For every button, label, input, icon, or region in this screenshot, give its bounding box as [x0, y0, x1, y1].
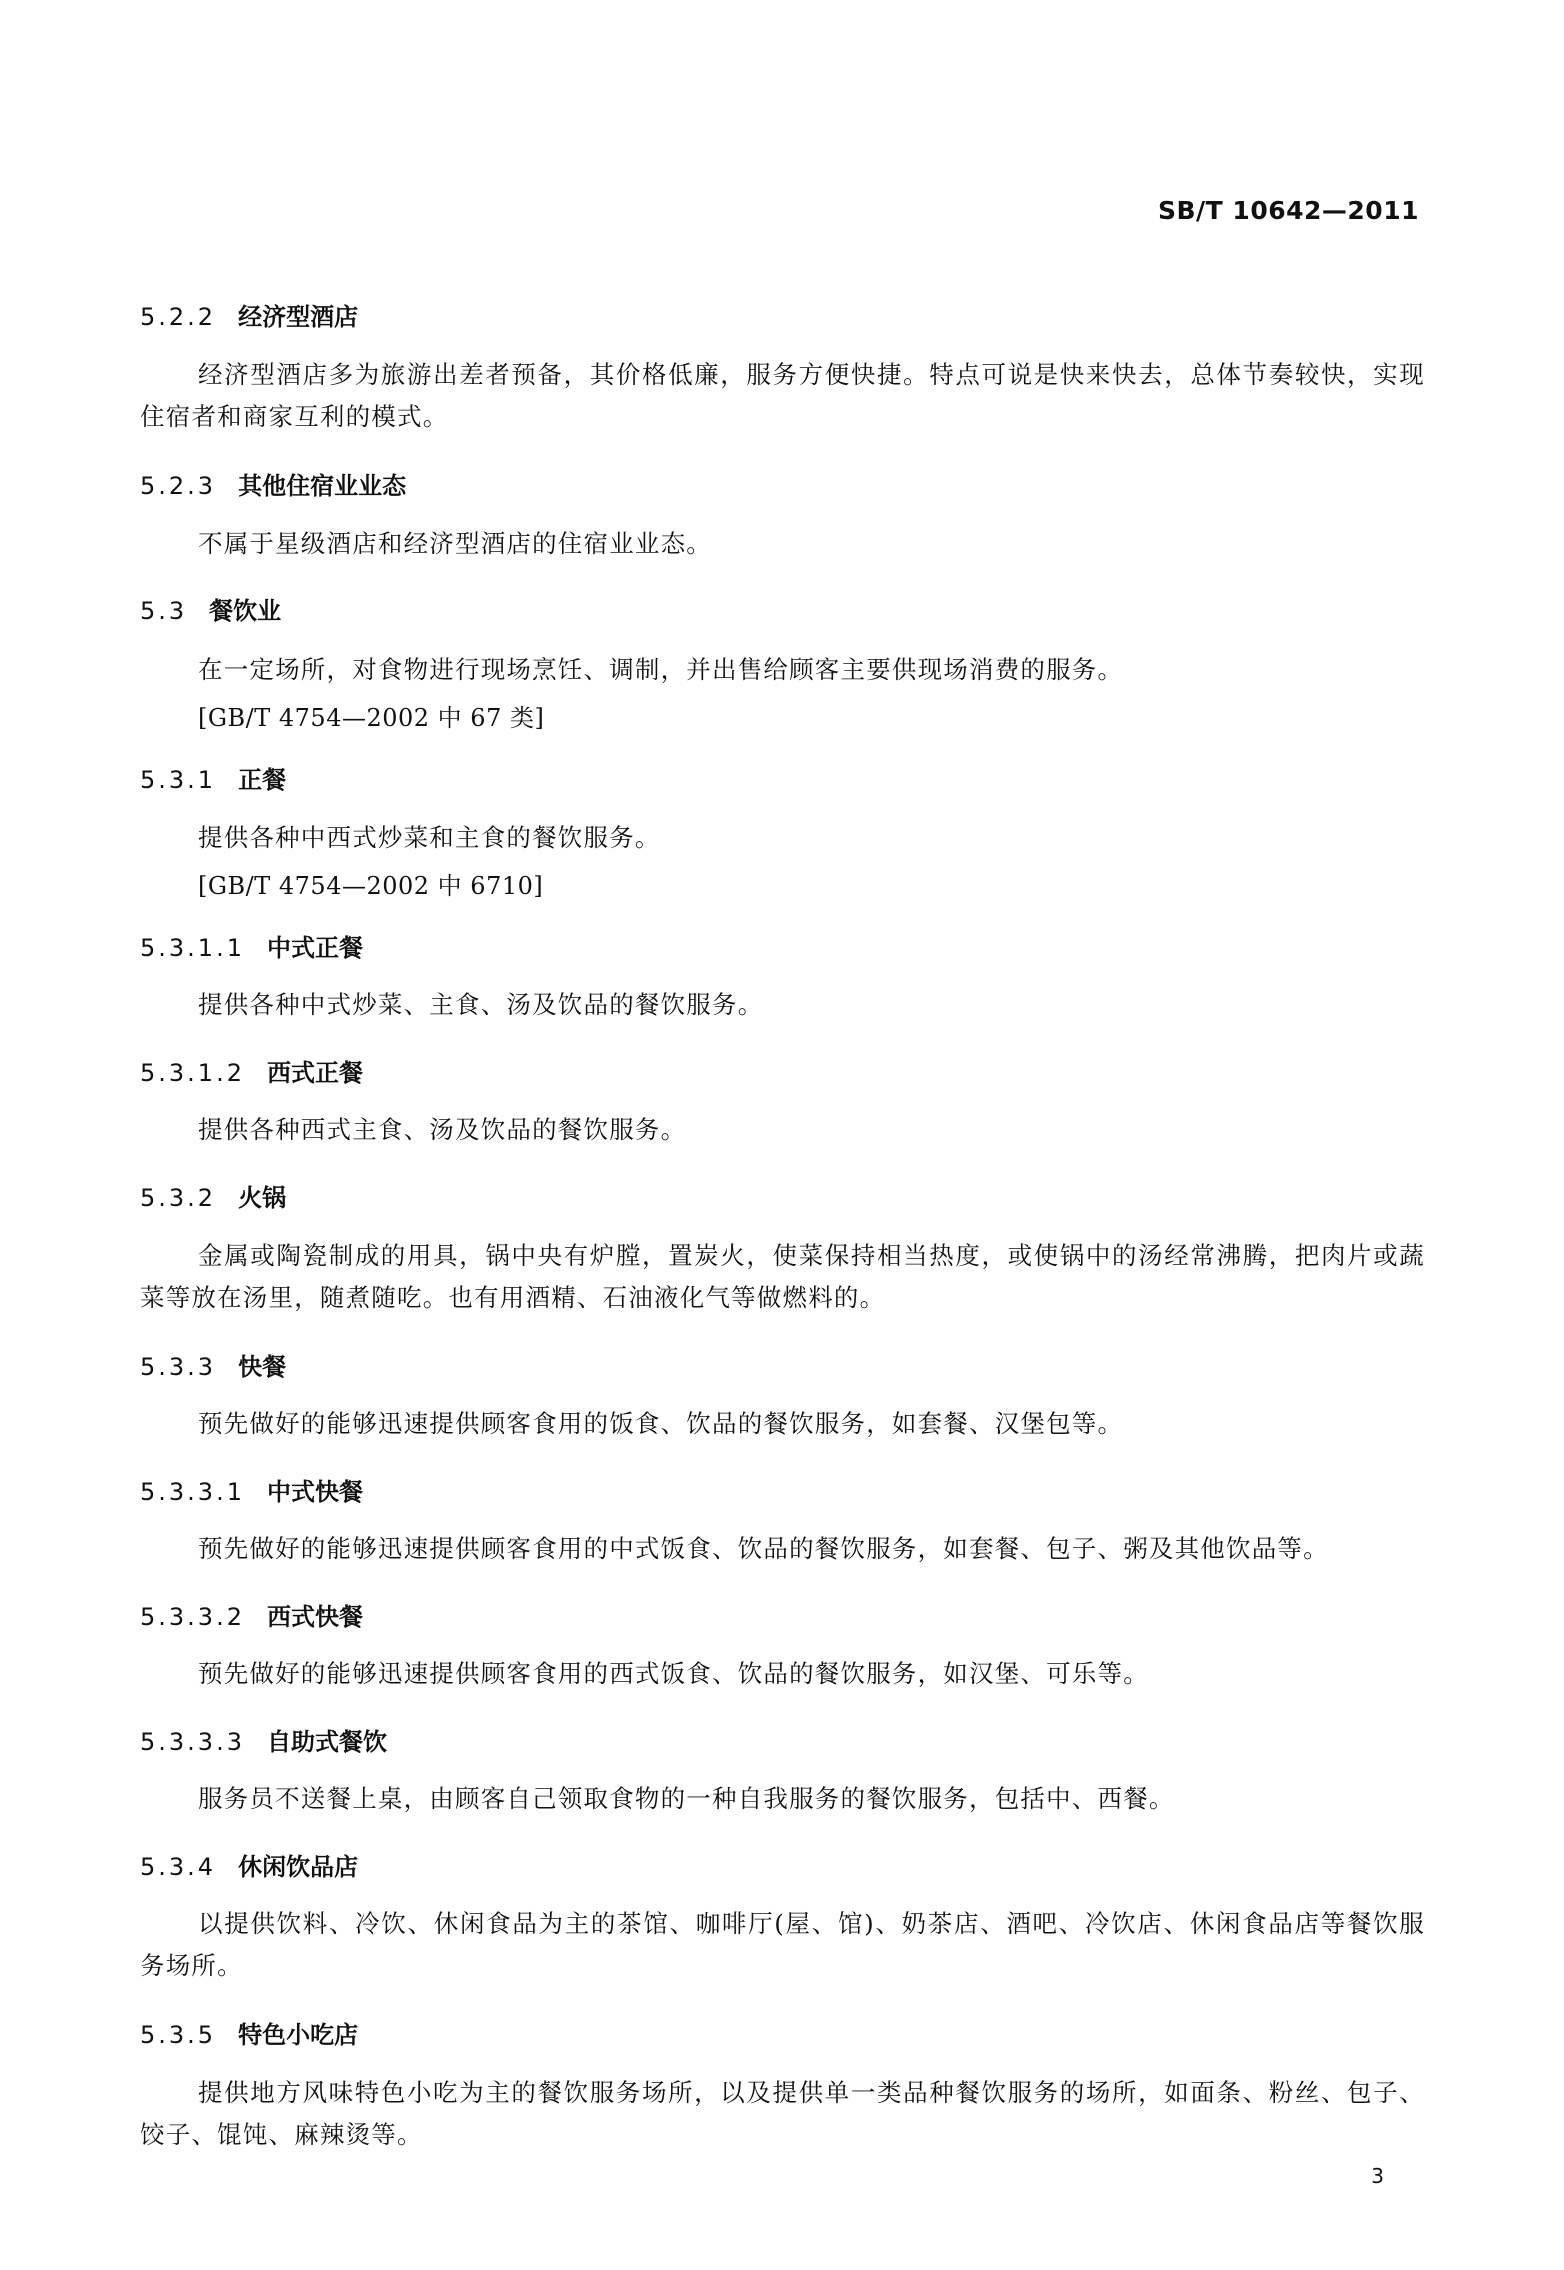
- section-number: 5.3.1: [140, 766, 217, 794]
- section-title: 正餐: [238, 766, 287, 794]
- section-title: 西式正餐: [266, 1059, 363, 1087]
- section-number: 5.3.3.1: [140, 1478, 245, 1506]
- section-title: 休闲饮品店: [238, 1853, 359, 1881]
- paragraph: 不属于星级酒店和经济型酒店的住宿业业态。: [198, 529, 712, 558]
- page-number: 3: [1371, 2164, 1384, 2188]
- section-heading: [140, 1472, 363, 1507]
- section-title: 特色小吃店: [238, 2021, 359, 2049]
- section-number: 5.3.2: [140, 1184, 217, 1212]
- paragraph: 提供各种中西式炒菜和主食的餐饮服务。: [198, 823, 661, 852]
- section-number: 5.3.5: [140, 2021, 217, 2049]
- section-number: 5.3.1.2: [140, 1059, 245, 1087]
- section-heading: [140, 2015, 358, 2050]
- section-title: 经济型酒店: [238, 303, 359, 331]
- section-title: 西式快餐: [266, 1603, 363, 1631]
- section-title: 中式正餐: [266, 934, 363, 962]
- paragraph: 预先做好的能够迅速提供顾客食用的中式饭食、饮品的餐饮服务，如套餐、包子、粥及其他饮品等。: [198, 1534, 1329, 1563]
- section-title: 中式快餐: [266, 1478, 363, 1506]
- paragraph: 在一定场所，对食物进行现场烹饪、调制，并出售给顾客主要供现场消费的服务。: [198, 655, 1124, 684]
- section-title: 自助式餐饮: [266, 1728, 387, 1756]
- section-heading: [140, 1722, 387, 1757]
- section-number: 5.3.1.1: [140, 934, 245, 962]
- section-heading: [140, 928, 363, 963]
- section-heading: [140, 760, 286, 795]
- section-title: 快餐: [238, 1353, 287, 1381]
- section-number: 5.3.3.3: [140, 1728, 245, 1756]
- section-heading: [140, 591, 281, 626]
- section-number: 5.2.3: [140, 472, 217, 500]
- paragraph: 预先做好的能够迅速提供顾客食用的饭食、饮品的餐饮服务，如套餐、汉堡包等。: [198, 1409, 1124, 1438]
- paragraph: 提供地方风味特色小吃为主的餐饮服务场所，以及提供单一类品种餐饮服务的场所，如面条、粉丝、包子、饺子、馄饨、麻辣烫等。: [140, 2078, 1425, 2149]
- section-heading: [140, 1847, 358, 1882]
- section-title: 餐饮业: [209, 597, 282, 625]
- section-number: 5.3: [140, 597, 188, 625]
- section-title: 火锅: [238, 1184, 287, 1212]
- section-number: 5.2.2: [140, 303, 217, 331]
- section-title: 其他住宿业业态: [238, 472, 407, 500]
- paragraph: 经济型酒店多为旅游出差者预备，其价格低廉，服务方便快捷。特点可说是快来快去，总体节奏较快，实现住宿者和商家互利的模式。: [140, 360, 1425, 431]
- reference-citation: [GB/T 4754—2002 中 67 类]: [198, 704, 545, 732]
- section-heading: [140, 1053, 363, 1088]
- section-heading: [140, 466, 406, 501]
- document-code: SB/T 10642—2011: [1157, 196, 1419, 225]
- section-number: 5.3.3: [140, 1353, 217, 1381]
- section-heading: [140, 1597, 363, 1632]
- paragraph: 以提供饮料、冷饮、休闲食品为主的茶馆、咖啡厅(屋、馆)、奶茶店、酒吧、冷饮店、休闲食品店等餐饮服务场所。: [140, 1909, 1425, 1980]
- section-number: 5.3.4: [140, 1853, 217, 1881]
- section-heading: [140, 1178, 286, 1213]
- paragraph: 金属或陶瓷制成的用具，锅中央有炉膛，置炭火，使菜保持相当热度，或使锅中的汤经常沸腾，把肉片或蔬菜等放在汤里，随煮随吃。也有用酒精、石油液化气等做燃料的。: [140, 1241, 1425, 1312]
- section-number: 5.3.3.2: [140, 1603, 245, 1631]
- paragraph: 服务员不送餐上桌，由顾客自己领取食物的一种自我服务的餐饮服务，包括中、西餐。: [198, 1784, 1175, 1813]
- reference-citation: [GB/T 4754—2002 中 6710]: [198, 872, 544, 900]
- paragraph: 提供各种西式主食、汤及饮品的餐饮服务。: [198, 1115, 687, 1144]
- paragraph: 提供各种中式炒菜、主食、汤及饮品的餐饮服务。: [198, 990, 764, 1019]
- section-heading: [140, 1347, 286, 1382]
- paragraph: 预先做好的能够迅速提供顾客食用的西式饭食、饮品的餐饮服务，如汉堡、可乐等。: [198, 1659, 1149, 1688]
- section-heading: [140, 297, 358, 332]
